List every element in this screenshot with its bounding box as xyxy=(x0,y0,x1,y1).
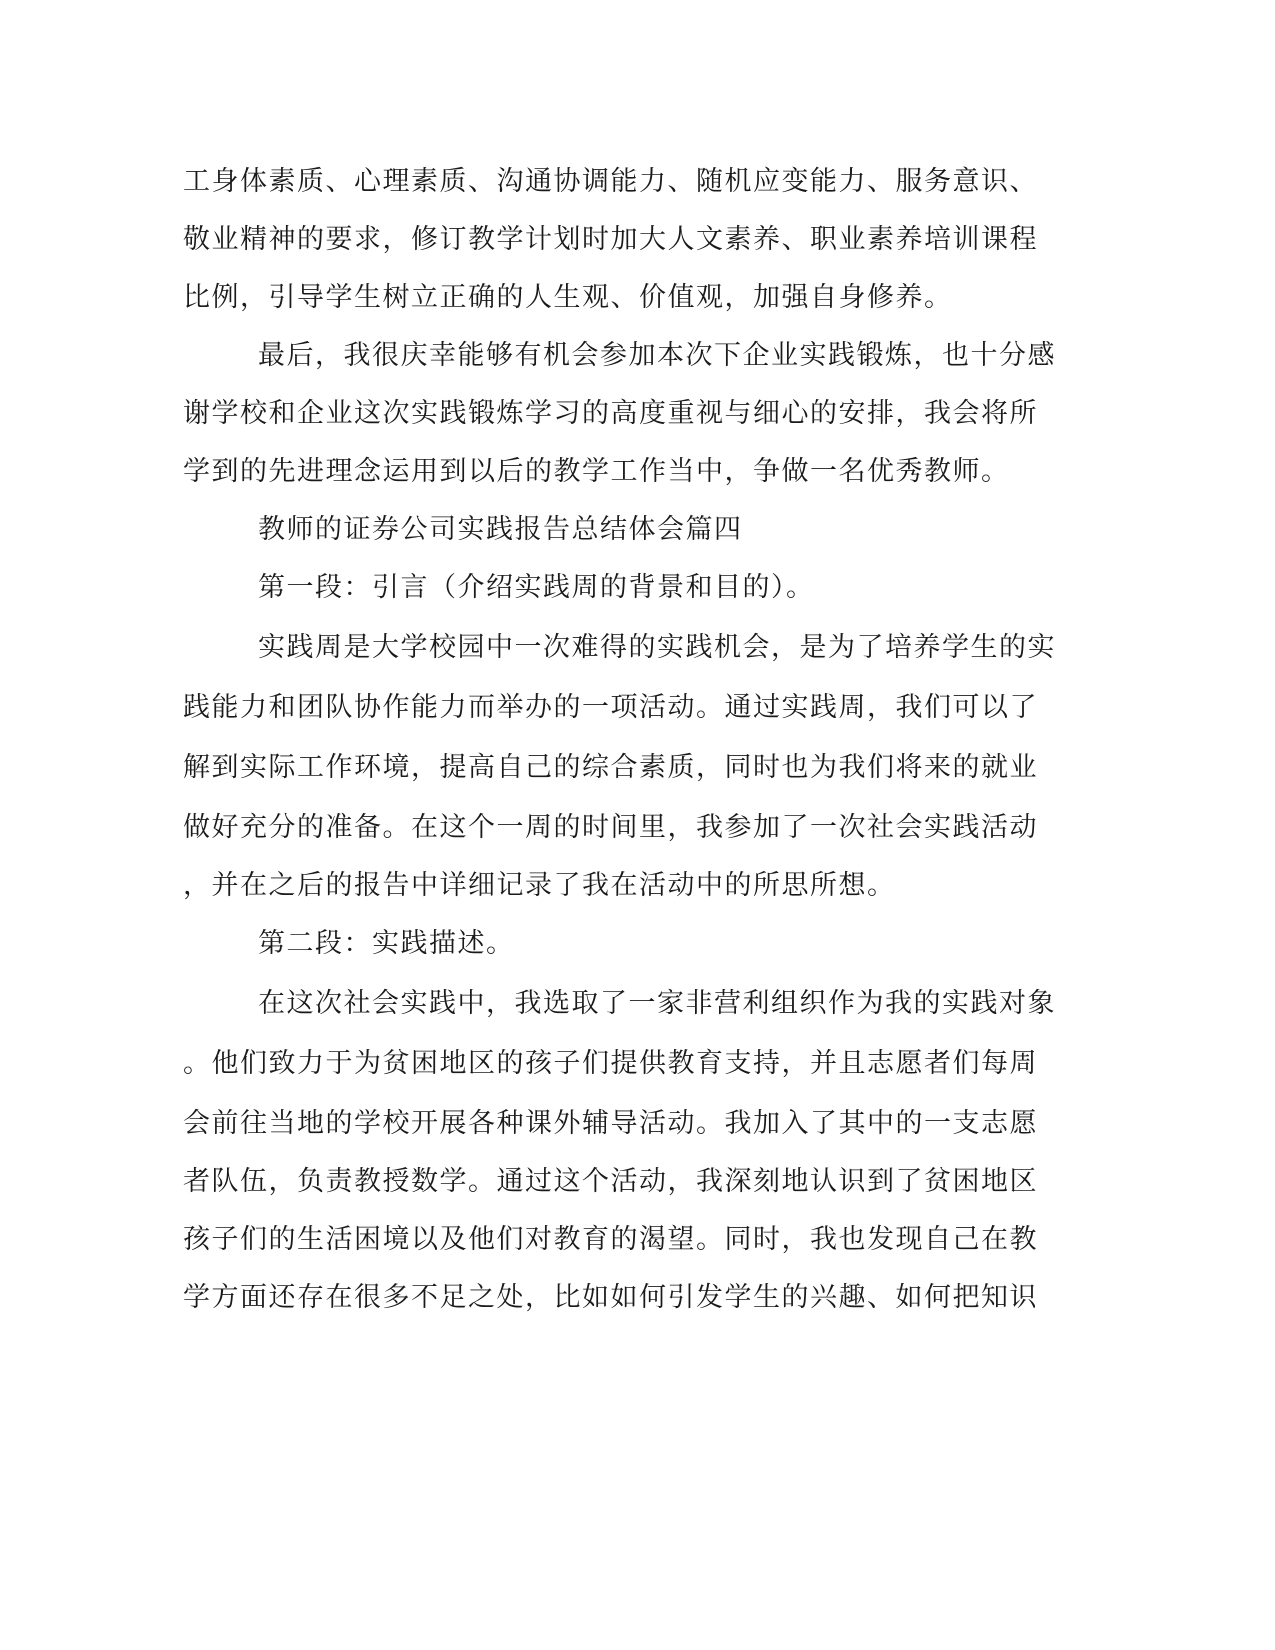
text-line: 做好充分的准备。在这个一周的时间里，我参加了一次社会实践活动 xyxy=(183,812,1038,843)
text-line: 第二段：实践描述。 xyxy=(258,928,515,959)
text-line: 解到实际工作环境，提高自己的综合素质，同时也为我们将来的就业 xyxy=(183,752,1038,783)
text-line: 会前往当地的学校开展各种课外辅导活动。我加入了其中的一支志愿 xyxy=(183,1108,1038,1139)
text-line: 者队伍，负责教授数学。通过这个活动，我深刻地认识到了贫困地区 xyxy=(183,1166,1038,1197)
text-line: ，并在之后的报告中详细记录了我在活动中的所思所想。 xyxy=(183,870,896,901)
text-line: 敬业精神的要求，修订教学计划时加大人文素养、职业素养培训课程 xyxy=(183,224,1038,255)
text-line: 践能力和团队协作能力而举办的一项活动。通过实践周，我们可以了 xyxy=(183,692,1038,723)
text-line: 第一段：引言（介绍实践周的背景和目的）。 xyxy=(258,572,815,603)
text-line: 在这次社会实践中，我选取了一家非营利组织作为我的实践对象 xyxy=(258,988,1056,1019)
text-line: 学到的先进理念运用到以后的教学工作当中，争做一名优秀教师。 xyxy=(183,456,1010,487)
text-line: 。他们致力于为贫困地区的孩子们提供教育支持，并且志愿者们每周 xyxy=(183,1048,1038,1079)
section-heading: 教师的证券公司实践报告总结体会篇四 xyxy=(258,514,743,545)
text-line: 谢学校和企业这次实践锻炼学习的高度重视与细心的安排，我会将所 xyxy=(183,398,1038,429)
text-line: 学方面还存在很多不足之处，比如如何引发学生的兴趣、如何把知识 xyxy=(183,1282,1038,1313)
text-line: 孩子们的生活困境以及他们对教育的渴望。同时，我也发现自己在教 xyxy=(183,1224,1038,1255)
text-line: 比例，引导学生树立正确的人生观、价值观，加强自身修养。 xyxy=(183,282,953,313)
text-line: 最后，我很庆幸能够有机会参加本次下企业实践锻炼，也十分感 xyxy=(258,340,1056,371)
text-line: 实践周是大学校园中一次难得的实践机会，是为了培养学生的实 xyxy=(258,632,1056,663)
text-line: 工身体素质、心理素质、沟通协调能力、随机应变能力、服务意识、 xyxy=(183,166,1038,197)
